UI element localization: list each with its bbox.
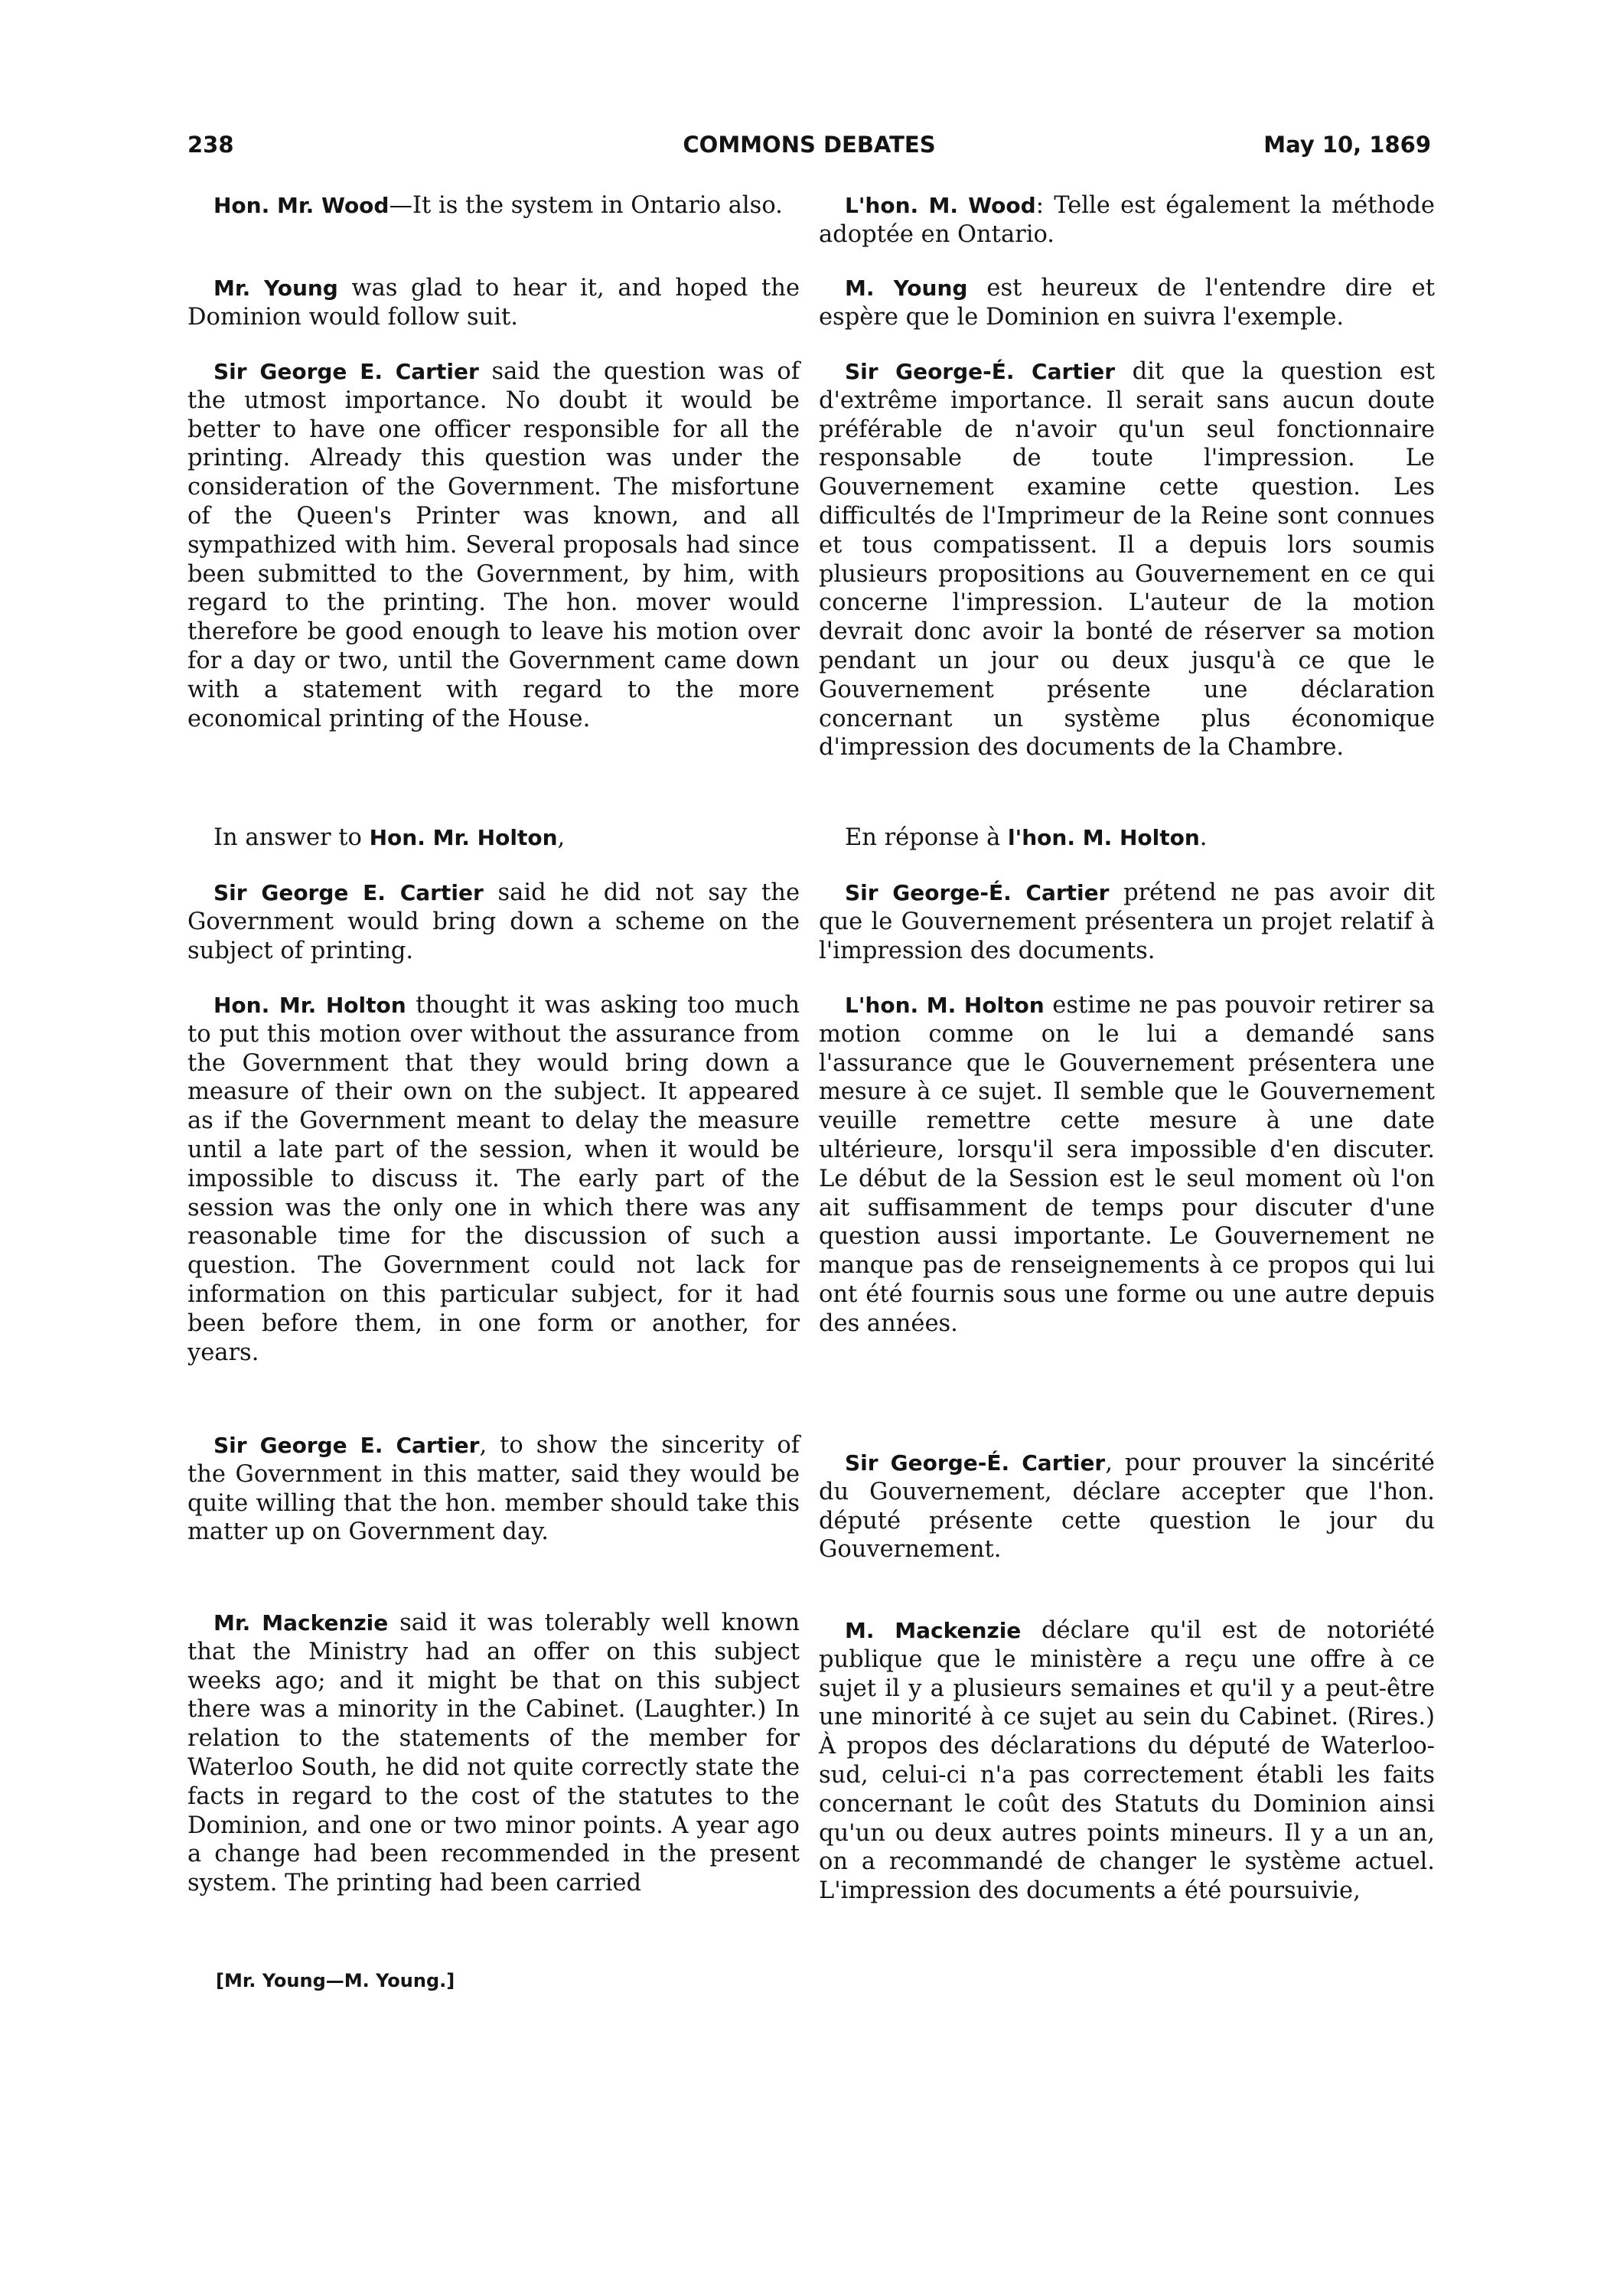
publication-title: COMMONS DEBATES: [683, 132, 936, 158]
paragraph-en-4: [187, 823, 800, 853]
speech-text: was glad to hear it, and hoped the Dominion would follow suit.: [187, 275, 800, 331]
lead-text: In answer to: [214, 824, 370, 851]
speech-text: : Telle est également la méthode adoptée en Ontario.: [819, 192, 1435, 248]
paragraph-fr-1: [819, 191, 1435, 249]
speech-text: déclare qu'il est de notoriété publique que le ministère a reçu une offre à ce sujet il y a plusieurs semaines et qu'il y a peut-être une minorité à ce sujet au sein du Cabinet. (Rires.) À propos des déclarations du député de Waterloo-sud, celui-ci n'a pas correctement établi les faits concernant le coût des Statuts du Dominion ainsi qu'un ou deux autres points mineurs. Il y a un an, on a recommandé de changer le système actuel. L'impression des documents a été poursuivie,: [819, 1617, 1436, 1905]
speech-text: said it was tolerably well known that the Ministry had an offer on this subject weeks ago; and it might be that on this subject there was a minority in the Cabinet. (Laughter.) In relation to the statements of the member for Waterloo South, he did not quite correctly state the facts in regard to the cost of the statutes to the Dominion, and one or two minor points. A year ago a change had been recommended in the present system. The printing had been carried: [187, 1609, 800, 1897]
paragraph-en-1: [187, 191, 800, 220]
speaker-name: Hon. Mr. Holton: [369, 825, 558, 850]
speaker-name: Hon. Mr. Holton: [214, 993, 406, 1018]
speaker-name: l'hon. M. Holton: [1008, 825, 1200, 850]
lead-text: En réponse à: [845, 824, 1009, 851]
paragraph-en-3: [187, 357, 800, 733]
running-header: [187, 132, 1431, 170]
speech-text: thought it was asking too much to put this motion over without the assurance from the Government that they would bring down a measure of their own on the subject. It appeared as if the Government meant to delay the measure until a late part of the session, when it would be impossible to discuss it. The early part of the session was the only one in which there was any reasonable time for the discussion of such a question. The Government could not lack for information on this particular subject, for it had been before them, in one form or another, for years.: [187, 992, 800, 1366]
speech-text: —It is the system in Ontario also.: [389, 192, 783, 219]
sitting-date: May 10, 1869: [1263, 132, 1431, 158]
speech-text: ,: [557, 824, 566, 851]
paragraph-en-7: [187, 1431, 800, 1547]
speech-text: said the question was of the utmost importance. No doubt it would be better to have one officer responsible for all the printing. Already this question was under the consideration of the Government. The misfortune of the Queen's Printer was known, and all sympathized with him. Several proposals had since been submitted to the Government, by him, with regard to the printing. The hon. mover would therefore be good enough to leave his motion over for a day or two, until the Government came down with a statement with regard to the more economical printing of the House.: [187, 358, 800, 732]
speech-text: dit que la question est d'extrême importance. Il serait sans aucun doute préférable de n'avoir qu'un seul fonctionnaire responsable de toute l'impression. Le Gouvernement examine cette question. Les difficultés de l'Imprimeur de la Reine sont connues et tous compatissent. Il a depuis lors soumis plusieurs propositions au Gouvernement en ce qui concerne l'impression. L'auteur de la motion devrait donc avoir la bonté de réserver sa motion pendant un jour ou deux jusqu'à ce que le Gouvernement présente une déclaration concernant un système plus économique d'impression des documents de la Chambre.: [819, 358, 1435, 762]
speech-text: .: [1199, 824, 1208, 851]
paragraph-en-2: [187, 274, 800, 332]
paragraph-fr-3: [819, 357, 1435, 762]
speaker-name: Sir George-É. Cartier: [845, 359, 1116, 384]
footer-note: [Mr. Young—M. Young.]: [216, 1970, 455, 1991]
speaker-name: M. Young: [845, 276, 968, 301]
speaker-name: Sir George-É. Cartier: [845, 880, 1110, 905]
speaker-name: Mr. Mackenzie: [214, 1610, 389, 1636]
speaker-name: M. Mackenzie: [845, 1618, 1022, 1643]
paragraph-en-6: [187, 991, 800, 1367]
speaker-name: L'hon. M. Wood: [845, 193, 1036, 218]
page-number: 238: [187, 132, 234, 158]
speech-text: prétend ne pas avoir dit que le Gouvernement présentera un projet relatif à l'impression des documents.: [819, 879, 1435, 964]
paragraph-fr-2: [819, 274, 1435, 332]
speaker-name: Sir George-É. Cartier: [845, 1450, 1106, 1476]
speaker-name: L'hon. M. Holton: [845, 993, 1045, 1018]
paragraph-en-8: [187, 1609, 800, 1898]
speaker-name: Sir George E. Cartier: [214, 880, 484, 905]
speech-text: estime ne pas pouvoir retirer sa motion comme on le lui a demandé sans l'assurance que le Gouvernement présentera une mesure à ce sujet. Il semble que le Gouvernement veuille remettre cette mesure à une date ultérieure, lorsqu'il sera impossible d'en discuter. Le début de la Session est le seul moment où l'on ait suffisamment de temps pour discuter d'une question aussi importante. Le Gouvernement ne manque pas de renseignements à ce propos qui lui ont été fournis sous une forme ou une autre depuis des années.: [819, 992, 1435, 1337]
paragraph-fr-4: [819, 823, 1435, 853]
speech-text: said he did not say the Government would bring down a scheme on the subject of printing.: [187, 879, 800, 964]
speech-text: , pour prouver la sincérité du Gouvernement, déclare accepter que l'hon. député présente cette question le jour du Gouvernement.: [819, 1450, 1435, 1564]
paragraph-fr-6: [819, 991, 1435, 1339]
paragraph-fr-8: [819, 1616, 1435, 1906]
speaker-name: Sir George E. Cartier: [214, 359, 479, 384]
speech-text: est heureux de l'entendre dire et espère que le Dominion en suivra l'exemple.: [819, 275, 1435, 331]
speaker-name: Hon. Mr. Wood: [214, 193, 390, 218]
speech-text: , to show the sincerity of the Government in this matter, said they would be quite willing that the hon. member should take this matter up on Government day.: [187, 1432, 800, 1546]
paragraph-en-5: [187, 879, 800, 965]
paragraph-fr-7: [819, 1449, 1435, 1564]
speaker-name: Mr. Young: [214, 276, 338, 301]
speaker-name: Sir George E. Cartier: [214, 1433, 480, 1458]
paragraph-fr-5: [819, 879, 1435, 965]
